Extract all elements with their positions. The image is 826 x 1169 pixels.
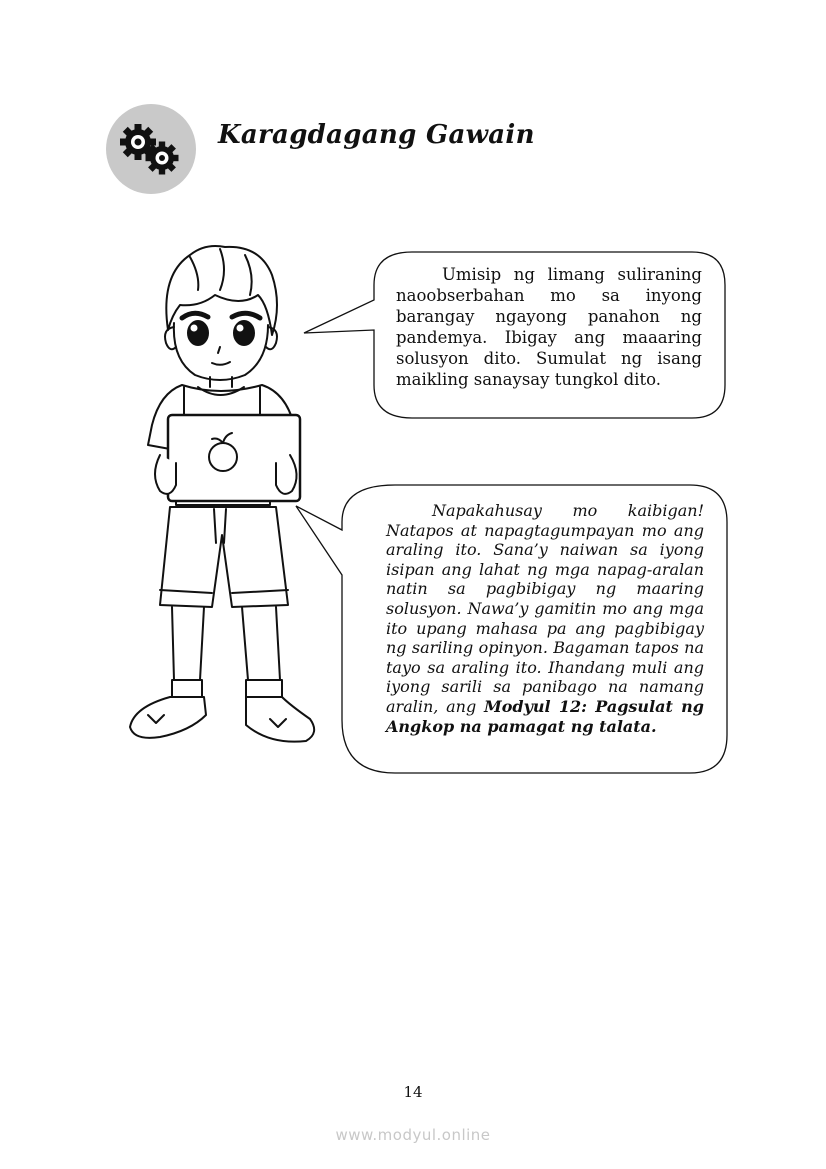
bubble-bottom-italic: Napakahusay mo kaibigan! Natapos at napagtagumpayan mo ang araling ito. Sana’y naiwan sa iyong isipan ang lahat ng mga napag-aralan natin sa pagbibigay ng maaring solusyon. Nawa’y gamitin mo ang mga ito upang mahasa pa ang pagbibigay ng sariling opinyon. Bagaman tapos na tayo sa araling ito. Ihandang muli ang iyong sarili sa panibago na namang aralin, ang <box>386 501 704 716</box>
boy-illustration <box>120 235 330 755</box>
bubble-bottom-text <box>386 501 704 736</box>
bubble-bottom-module-title: Modyul 12: Pagsulat ng Angkop na pamagat ng talata. <box>386 696 704 736</box>
section-title: Karagdagang Gawain <box>218 120 535 150</box>
page-number: 14 <box>403 1083 423 1101</box>
bubble-top-text: Umisip ng limang suliraning naoobserbahan mo sa inyong barangay ngayong panahon ng pandemya. Ibigay ang maaaring solusyon dito. Sumulat ng isang maikling sanaysay tungkol dito. <box>396 265 702 389</box>
watermark: www.modyul.online <box>335 1126 491 1144</box>
